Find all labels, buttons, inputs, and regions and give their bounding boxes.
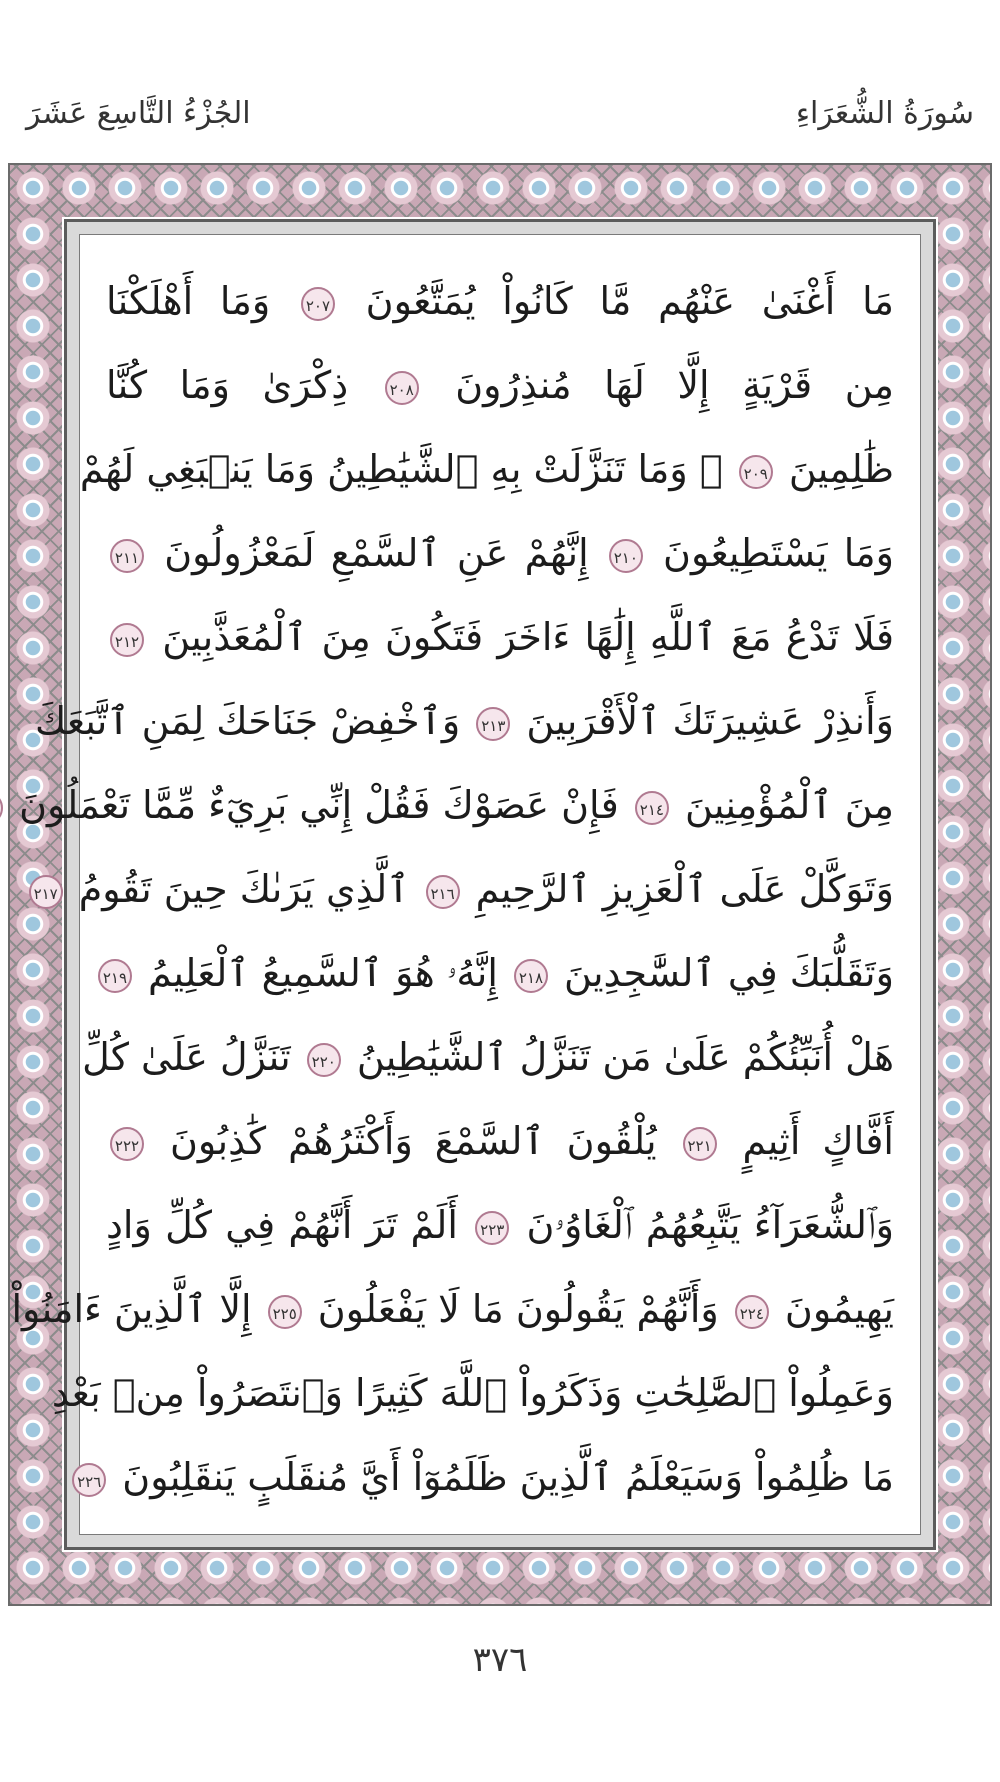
verse-text: مِنَ ٱلْمُؤْمِنِينَ xyxy=(672,783,894,827)
verse-text: فَإِنْ عَصَوْكَ فَقُلْ إِنِّي بَرِيٓءٌ مِّمَّا تَعْمَلُونَ xyxy=(7,783,631,827)
ornamental-frame xyxy=(8,163,992,1606)
text-line xyxy=(79,427,894,511)
ayah-number-marker xyxy=(0,791,3,825)
text-line xyxy=(11,1267,894,1351)
verse-text: مَا أَغْنَىٰ عَنْهُم مَّا كَانُواْ يُمَتَّعُونَ xyxy=(338,279,895,323)
ayah-number-marker: ٢٢٦ xyxy=(72,1463,106,1497)
text-line xyxy=(51,1351,894,1435)
verse-text: وَأَنذِرْ عَشِيرَتَكَ ٱلْأَقْرَبِينَ xyxy=(514,699,894,743)
verse-text: هَلْ أُنَبِّئُكُمْ عَلَىٰ مَن تَنَزَّلُ ٱلشَّيَٰطِينُ xyxy=(344,1035,894,1079)
quran-text-area xyxy=(7,234,921,1535)
verse-text: وَمَا أَهْلَكْنَا xyxy=(106,279,297,323)
verse-text: إِنَّهُۥ هُوَ ٱلسَّمِيعُ ٱلْعَلِيمُ xyxy=(135,951,510,995)
verse-text: أَلَمْ تَرَ أَنَّهُمْ فِي كُلِّ وَادٍ xyxy=(106,1203,472,1247)
ayah-number-marker: ٢١٤ xyxy=(635,791,669,825)
ayah-number-marker: ٢١١ xyxy=(110,539,144,573)
verse-text: مِن قَرْيَةٍ إِلَّا لَهَا مُنذِرُونَ xyxy=(422,363,894,407)
verse-text: وَتَوَكَّلْ عَلَى ٱلْعَزِيزِ ٱلرَّحِيمِ xyxy=(463,867,894,911)
text-line xyxy=(102,931,894,1015)
verse-text: وَعَمِلُواْ ٱلصَّٰلِحَٰتِ وَذَكَرُواْ ٱللَّهَ كَثِيرًا وَٱنتَصَرُواْ مِنۢ بَعْدِ xyxy=(51,1371,894,1415)
verse-text: يُلْقُونَ ٱلسَّمْعَ وَأَكْثَرُهُمْ كَٰذِبُونَ xyxy=(148,1119,679,1163)
ayah-number-marker: ٢١٢ xyxy=(110,623,144,657)
ayah-number-marker: ٢٢١ xyxy=(683,1127,717,1161)
ayah-number-marker: ٢١٨ xyxy=(514,959,548,993)
ayah-number-marker: ٢٢٢ xyxy=(110,1127,144,1161)
ayah-number-marker: ٢١٣ xyxy=(476,707,510,741)
ayah-number-marker: ٢٢٥ xyxy=(268,1295,302,1329)
ayah-number-marker: ٢١٠ xyxy=(609,539,643,573)
text-line xyxy=(106,1099,894,1183)
verse-text: ۞ وَمَا تَنَزَّلَتْ بِهِ ٱلشَّيَٰطِينُ وَمَا يَنۢبَغِي لَهُمْ xyxy=(79,447,735,491)
surah-title: سُورَةُ الشُّعَرَاءِ xyxy=(795,96,974,131)
text-line xyxy=(77,1435,894,1519)
ayah-number-marker: ٢٠٧ xyxy=(301,287,335,321)
verse-text: إِلَّا ٱلَّذِينَ ءَامَنُواْ xyxy=(11,1287,264,1331)
ayah-number-marker: ٢٢٣ xyxy=(475,1211,509,1245)
text-line xyxy=(106,343,894,427)
verse-text: ذِكْرَىٰ وَمَا كُنَّا xyxy=(106,363,381,407)
verse-text: وَٱخْفِضْ جَنَاحَكَ لِمَنِ ٱتَّبَعَكَ xyxy=(34,699,473,743)
verse-text: وَمَا يَسْتَطِيعُونَ xyxy=(646,531,894,575)
verse-text: مَا ظُلِمُواْ وَسَيَعْلَمُ ٱلَّذِينَ ظَلَمُوٓاْ أَيَّ مُنقَلَبٍ يَنقَلِبُونَ xyxy=(110,1455,894,1499)
text-line xyxy=(82,1015,894,1099)
page-number: ٣٧٦ xyxy=(472,1640,528,1680)
text-line xyxy=(34,679,894,763)
text-line xyxy=(106,511,894,595)
verse-text: ٱلَّذِي يَرَىٰكَ حِينَ تَقُومُ xyxy=(66,867,422,911)
text-line xyxy=(33,847,894,931)
text-line xyxy=(106,595,894,679)
ayah-number-marker: ٢٢٤ xyxy=(735,1295,769,1329)
verse-text: يَهِيمُونَ xyxy=(772,1287,894,1331)
verse-text: وَتَقَلُّبَكَ فِي ٱلسَّٰجِدِينَ xyxy=(551,951,894,995)
ayah-number-marker: ٢١٧ xyxy=(29,875,63,909)
verse-text: إِنَّهُمْ عَنِ ٱلسَّمْعِ لَمَعْزُولُونَ xyxy=(148,531,605,575)
ayah-number-marker: ٢١٩ xyxy=(98,959,132,993)
verse-text: ظَٰلِمِينَ xyxy=(776,447,894,491)
verse-text: تَنَزَّلُ عَلَىٰ كُلِّ xyxy=(82,1035,303,1079)
verse-text: وَٱلشُّعَرَآءُ يَتَّبِعُهُمُ ٱلْغَاوُۥنَ xyxy=(513,1203,894,1247)
juz-title: الجُزْءُ التَّاسِعَ عَشَرَ xyxy=(26,96,251,131)
ayah-number-marker: ٢٠٨ xyxy=(385,371,419,405)
text-line xyxy=(106,259,894,343)
verse-text: فَلَا تَدْعُ مَعَ ٱللَّهِ إِلَٰهًا ءَاخَرَ فَتَكُونَ مِنَ ٱلْمُعَذَّبِينَ xyxy=(148,615,894,659)
ayah-number-marker: ٢٠٩ xyxy=(739,455,773,489)
text-frame-border xyxy=(7,219,936,1550)
verse-text: أَفَّاكٍ أَثِيمٍ xyxy=(720,1119,894,1163)
ayah-number-marker: ٢١٦ xyxy=(426,875,460,909)
verse-text: وَأَنَّهُمْ يَقُولُونَ مَا لَا يَفْعَلُونَ xyxy=(305,1287,731,1331)
ayah-number-marker: ٢٢٠ xyxy=(307,1043,341,1077)
text-line xyxy=(7,763,894,847)
text-line xyxy=(106,1183,894,1267)
page-header xyxy=(26,96,974,156)
